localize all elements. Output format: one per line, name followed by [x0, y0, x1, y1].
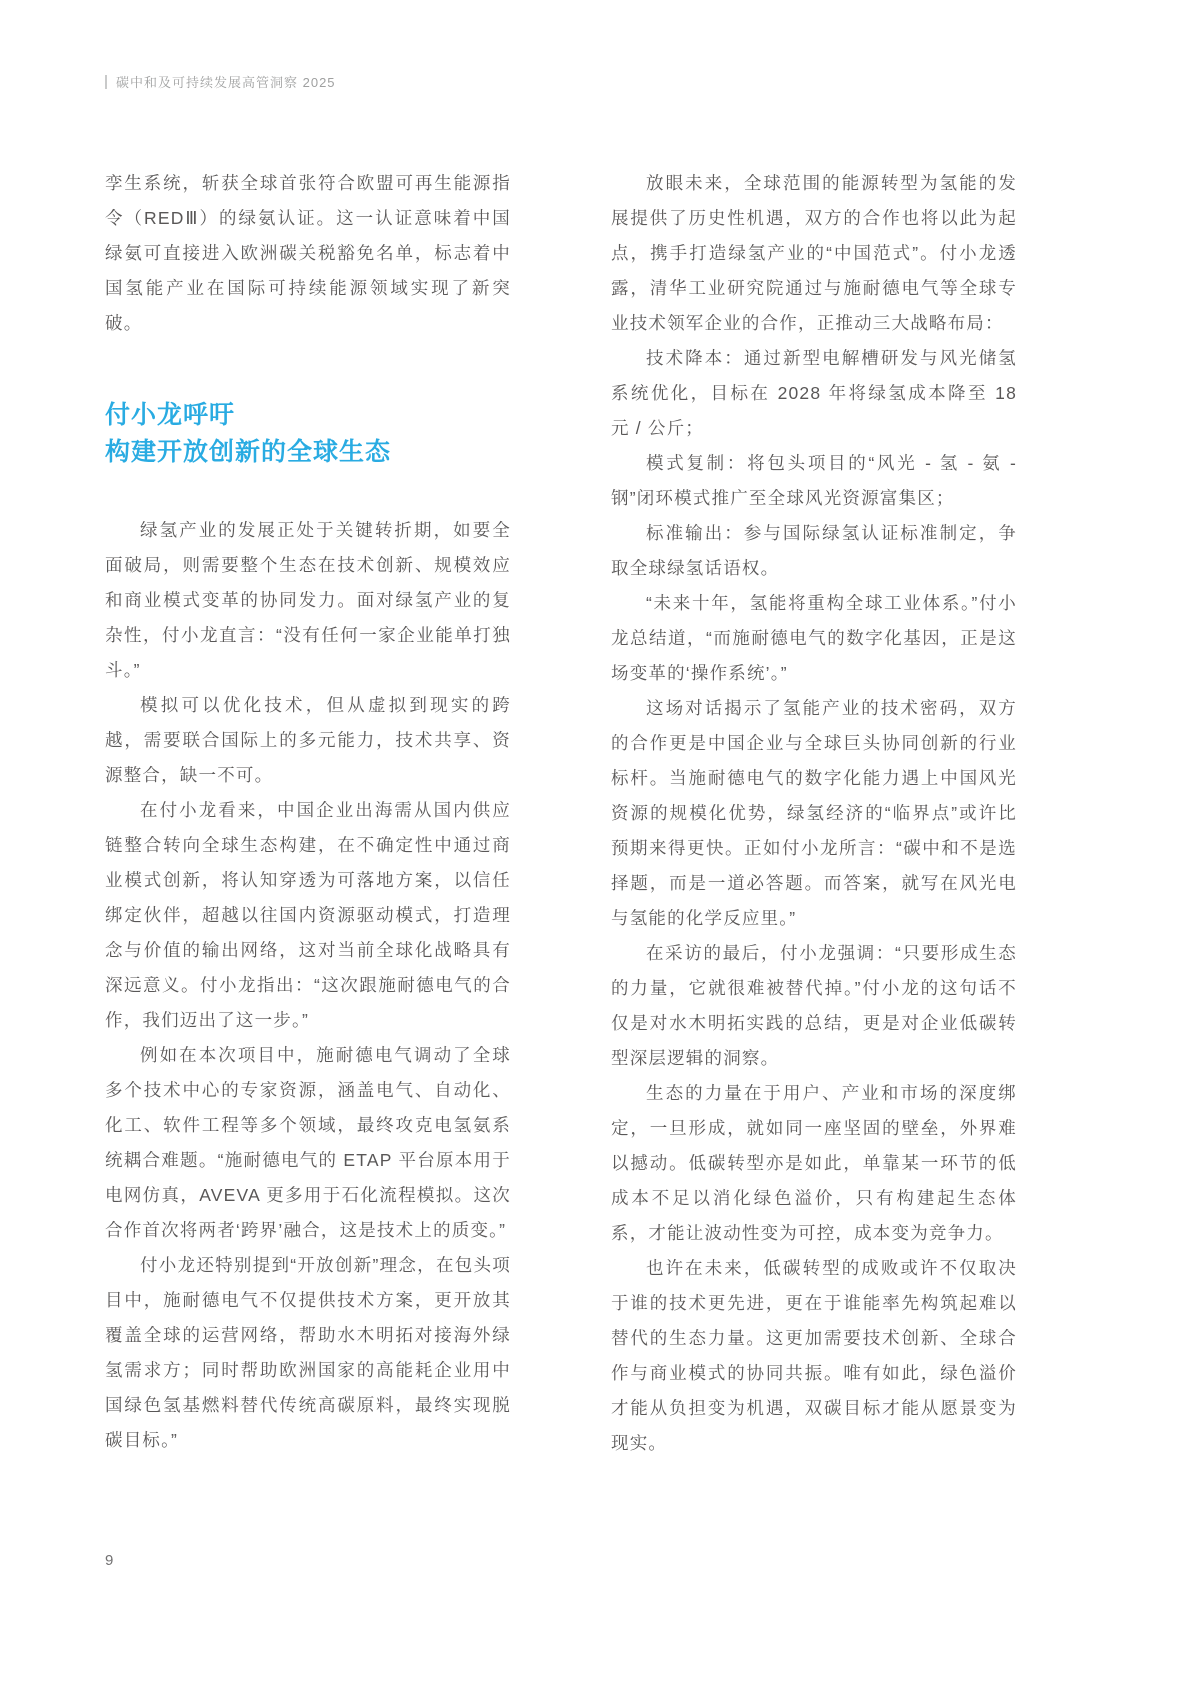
paragraph: 付小龙还特别提到“开放创新”理念，在包头项目中，施耐德电气不仅提供技术方案，更开放其覆盖全球的运营网络，帮助水木明拓对接海外绿氢需求方；同时帮助欧洲国家的高能耗企业用中国绿色氢基燃料替代传统高碳原料，最终实现脱碳目标。” [105, 1255, 511, 1450]
header-rule-icon [105, 75, 107, 89]
paragraph: 绿氢产业的发展正处于关键转折期，如要全面破局，则需要整个生态在技术创新、规模效应和商业模式变革的协同发力。面对绿氢产业的复杂性，付小龙直言：“没有任何一家企业能单打独斗。” [105, 520, 511, 680]
paragraph: “未来十年，氢能将重构全球工业体系。”付小龙总结道，“而施耐德电气的数字化基因，正是这场变革的‘操作系统’。” [611, 593, 1017, 683]
section-heading [105, 397, 511, 471]
right-paragraphs [611, 166, 1017, 1461]
paragraph: 生态的力量在于用户、产业和市场的深度绑定，一旦形成，就如同一座坚固的壁垒，外界难以撼动。低碳转型亦是如此，单靠某一环节的低成本不足以消化绿色溢价，只有构建起生态体系，才能让波动性变为可控，成本变为竞争力。 [611, 1083, 1017, 1243]
paragraph: 模式复制：将包头项目的“风光 - 氢 - 氨 - 钢”闭环模式推广至全球风光资源富集区； [611, 453, 1017, 508]
paragraph: 在付小龙看来，中国企业出海需从国内供应链整合转向全球生态构建，在不确定性中通过商业模式创新，将认知穿透为可落地方案，以信任绑定伙伴，超越以往国内资源驱动模式，打造理念与价值的输出网络，这对当前全球化战略具有深远意义。付小龙指出：“这次跟施耐德电气的合作，我们迈出了这一步。” [105, 800, 511, 1030]
paragraph: 例如在本次项目中，施耐德电气调动了全球多个技术中心的专家资源，涵盖电气、自动化、化工、软件工程等多个领域，最终攻克电氢氨系统耦合难题。“施耐德电气的 ETAP 平台原本用于电网仿真，AVEVA 更多用于石化流程模拟。这次合作首次将两者‘跨界’融合，这是技术上的质变。” [105, 1045, 511, 1240]
continued-paragraph: 孪生系统，斩获全球首张符合欧盟可再生能源指令（REDⅢ）的绿氨认证。这一认证意味着中国绿氨可直接进入欧洲碳关税豁免名单，标志着中国氢能产业在国际可持续能源领域实现了新突破。 [105, 173, 511, 333]
section-heading-line2: 构建开放创新的全球生态 [105, 438, 392, 466]
section-heading-line1: 付小龙呼吁 [105, 401, 236, 429]
paragraph: 模拟可以优化技术，但从虚拟到现实的跨越，需要联合国际上的多元能力，技术共享、资源整合，缺一不可。 [105, 695, 511, 785]
header-title: 碳中和及可持续发展高管洞察 2025 [116, 75, 336, 90]
paragraph: 放眼未来，全球范围的能源转型为氢能的发展提供了历史性机遇，双方的合作也将以此为起点，携手打造绿氢产业的“中国范式”。付小龙透露，清华工业研究院通过与施耐德电气等全球专业技术领军企业的合作，正推动三大战略布局： [611, 173, 1017, 333]
paragraph: 技术降本：通过新型电解槽研发与风光储氢系统优化，目标在 2028 年将绿氢成本降至 18 元 / 公斤； [611, 348, 1017, 438]
paragraph: 在采访的最后，付小龙强调：“只要形成生态的力量，它就很难被替代掉。”付小龙的这句话不仅是对水木明拓实践的总结，更是对企业低碳转型深层逻辑的洞察。 [611, 943, 1017, 1068]
page-header [105, 72, 336, 91]
right-column [611, 166, 1017, 1461]
page-number: 9 [105, 1552, 114, 1569]
paragraph: 这场对话揭示了氢能产业的技术密码，双方的合作更是中国企业与全球巨头协同创新的行业标杆。当施耐德电气的数字化能力遇上中国风光资源的规模化优势，绿氢经济的“临界点”或许比预期来得更快。正如付小龙所言：“碳中和不是选择题，而是一道必答题。而答案，就写在风光电与氢能的化学反应里。” [611, 698, 1017, 928]
paragraph: 也许在未来，低碳转型的成败或许不仅取决于谁的技术更先进，更在于谁能率先构筑起难以替代的生态力量。这更加需要技术创新、全球合作与商业模式的协同共振。唯有如此，绿色溢价才能从负担变为机遇，双碳目标才能从愿景变为现实。 [611, 1258, 1017, 1453]
left-paragraphs [105, 513, 511, 1458]
left-column [105, 166, 511, 1461]
page-footer [105, 1552, 113, 1569]
paragraph: 标准输出：参与国际绿氢认证标准制定，争取全球绿氢话语权。 [611, 523, 1017, 578]
page-content [105, 166, 1017, 1461]
